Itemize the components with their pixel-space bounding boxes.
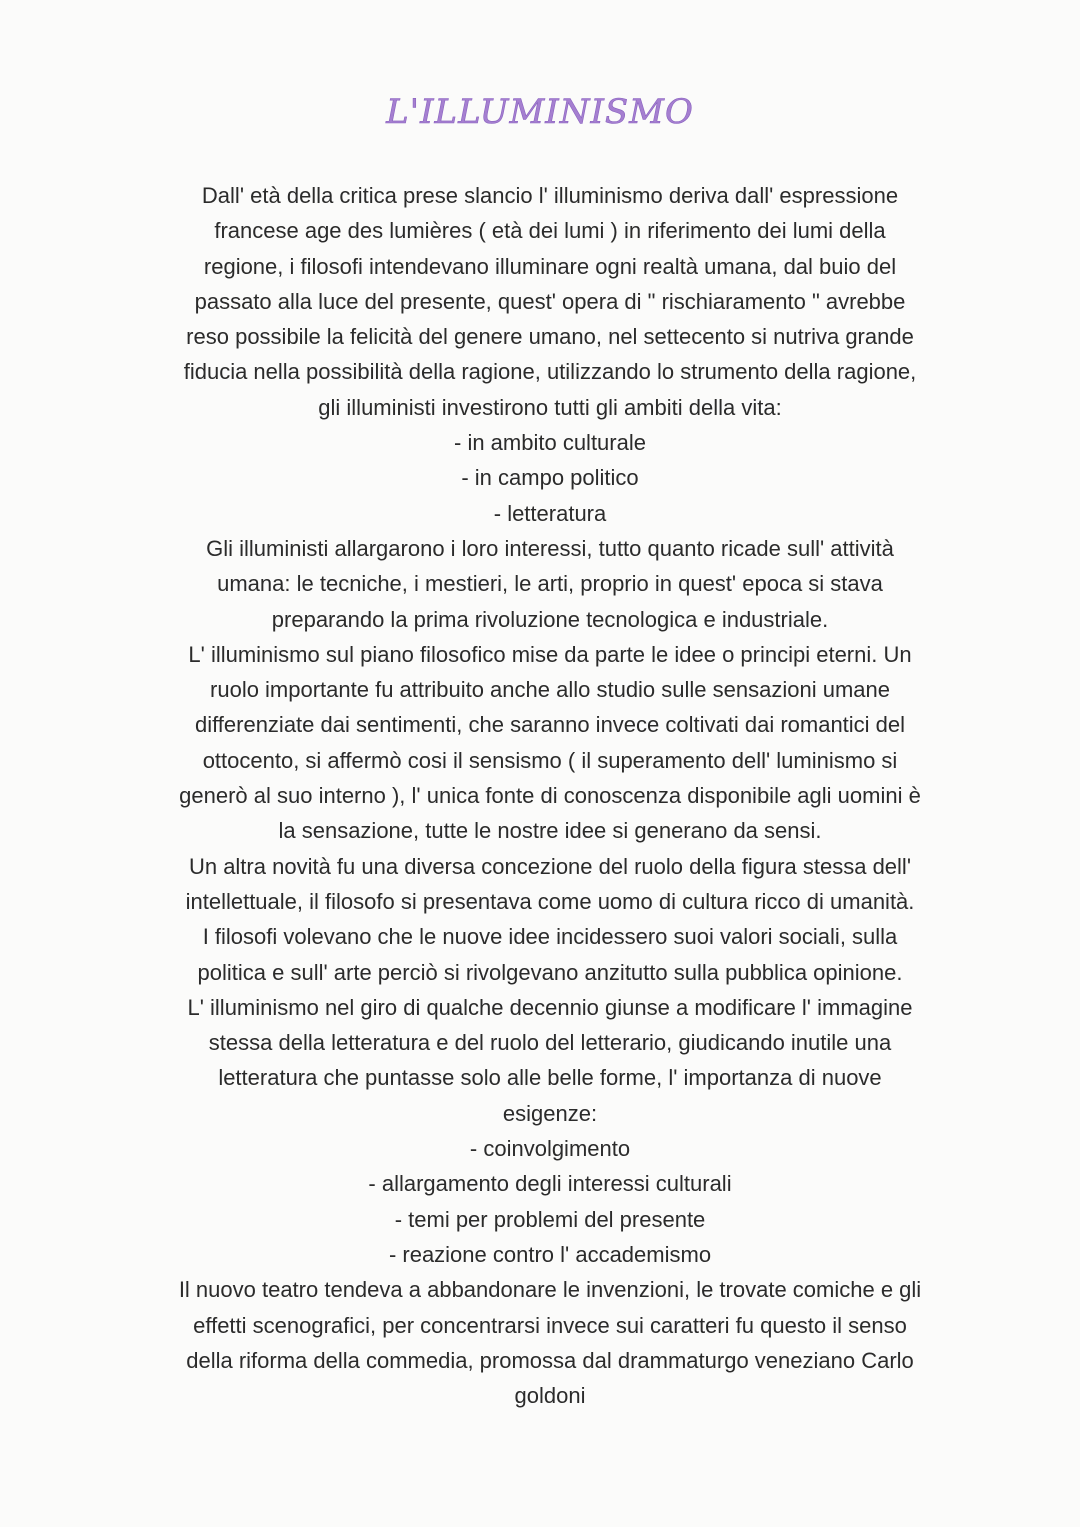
text-line: - temi per problemi del presente — [394, 1206, 706, 1232]
text-line: - coinvolgimento — [469, 1136, 631, 1162]
text-line: generò al suo interno ), l' unica fonte di conoscenza disponibile agli uomini è — [179, 783, 921, 809]
text-line: - in ambito culturale — [454, 430, 646, 456]
text-line: L' illuminismo sul piano filosofico mise da parte le idee o principi eterni. Un — [188, 641, 912, 667]
text-line: goldoni — [514, 1383, 586, 1409]
text-line: differenziate dai sentimenti, che saranno invece coltivati dai romantici del — [194, 712, 906, 738]
text-line: L' illuminismo nel giro di qualche decennio giunse a modificare l' immagine — [187, 994, 913, 1020]
text-line: fiducia nella possibilità della ragione, utilizzando lo strumento della ragione, — [183, 359, 917, 385]
text-line: francese age des lumières ( età dei lumi ) in riferimento dei lumi della — [214, 218, 886, 244]
text-line: intellettuale, il filosofo si presentava come uomo di cultura ricco di umanità. — [185, 888, 915, 914]
text-line: Il nuovo teatro tendeva a abbandonare le invenzioni, le trovate comiche e gli — [178, 1277, 922, 1303]
text-line: ruolo importante fu attribuito anche allo studio sulle sensazioni umane — [210, 677, 890, 703]
page-title: L'ILLUMINISMO — [386, 92, 694, 132]
text-line: letteratura che puntasse solo alle belle forme, l' importanza di nuove — [218, 1065, 882, 1091]
text-line: Dall' età della critica prese slancio l' illuminismo deriva dall' espressione — [201, 183, 899, 208]
body-text — [110, 178, 990, 1413]
text-line: preparando la prima rivoluzione tecnologica e industriale. — [271, 606, 829, 632]
text-line: I filosofi volevano che le nuove idee incidessero suoi valori sociali, sulla — [202, 924, 898, 950]
text-line: della riforma della commedia, promossa dal drammaturgo veneziano Carlo — [186, 1347, 914, 1373]
text-line: Un altra novità fu una diversa concezione del ruolo della figura stessa dell' — [188, 853, 912, 879]
text-line: - letteratura — [493, 500, 607, 526]
text-line: politica e sull' arte perciò si rivolgevano anzitutto sulla pubblica opinione. — [197, 959, 903, 985]
text-line: regione, i filosofi intendevano illuminare ogni realtà umana, dal buio del — [203, 253, 897, 279]
text-line: stessa della letteratura e del ruolo del letterario, giudicando inutile una — [208, 1030, 892, 1056]
text-line: reso possibile la felicità del genere umano, nel settecento si nutriva grande — [186, 324, 914, 350]
text-line: passato alla luce del presente, quest' opera di " rischiaramento " avrebbe — [194, 288, 906, 314]
text-line: - allargamento degli interessi culturali — [368, 1171, 732, 1197]
text-line: esigenze: — [502, 1100, 598, 1126]
text-line: effetti scenografici, per concentrarsi invece sui caratteri fu questo il senso — [193, 1312, 907, 1338]
text-line: Gli illuministi allargarono i loro interessi, tutto quanto ricade sull' attività — [206, 535, 894, 561]
text-line: la sensazione, tutte le nostre idee si generano da sensi. — [278, 818, 822, 844]
text-line: gli illuministi investirono tutti gli ambiti della vita: — [318, 394, 782, 420]
text-line: ottocento, si affermò cosi il sensismo ( il superamento dell' luminismo si — [202, 747, 898, 773]
text-line: - in campo politico — [461, 465, 639, 491]
text-line: - reazione contro l' accademismo — [388, 1241, 712, 1267]
text-line: umana: le tecniche, i mestieri, le arti, proprio in quest' epoca si stava — [217, 571, 883, 597]
